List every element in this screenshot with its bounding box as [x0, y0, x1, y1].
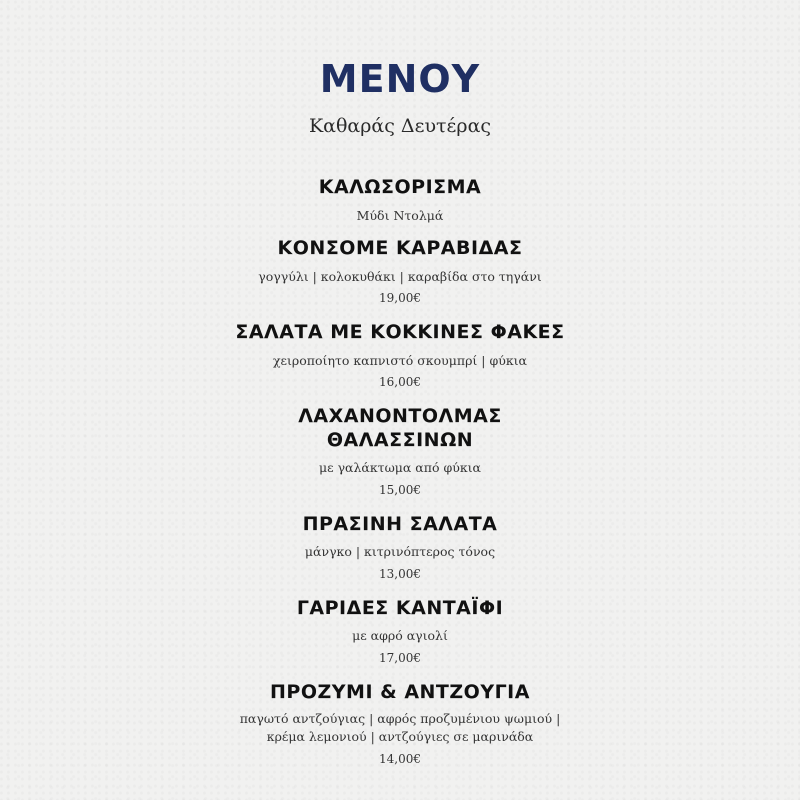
item-desc-sourdough-anchovy-line1: παγωτό αντζούγιας | αφρός προζυμένιου ψωμιού |	[239, 711, 561, 726]
item-name-lentil-salad: ΣΑΛΑΤΑ ΜΕ ΚΟΚΚΙΝΕΣ ΦΑΚΕΣ	[235, 321, 565, 343]
item-name-green-salad: ΠΡΑΣΙΝΗ ΣΑΛΑΤΑ	[302, 513, 498, 535]
item-desc-green-salad: μάνγκο | κιτρινόπτερος τόνος	[304, 544, 496, 559]
item-price-sourdough-anchovy: 14,00€	[379, 752, 421, 766]
item-price-consomme: 19,00€	[379, 291, 421, 305]
item-price-cabbage-rolls: 15,00€	[379, 483, 421, 497]
item-desc-welcome: Μύδι Ντολμά	[356, 208, 444, 223]
menu-title: ΜΕΝΟΥ	[319, 57, 481, 101]
menu-subtitle: Καθαράς Δευτέρας	[308, 115, 492, 137]
item-desc-cabbage-rolls: με γαλάκτωμα από φύκια	[319, 460, 481, 475]
item-desc-shrimp-kataifi: με αφρό αγιολί	[352, 628, 448, 643]
item-price-lentil-salad: 16,00€	[379, 375, 421, 389]
item-name-welcome: ΚΑΛΩΣΟΡΙΣΜΑ	[318, 176, 482, 198]
item-name-sourdough-anchovy: ΠΡΟΖΥΜΙ & ΑΝΤΖΟΥΓΙΑ	[270, 681, 530, 703]
item-name-cabbage-rolls-line1: ΛΑΧΑΝΟΝΤΟΛΜΑΣ	[298, 405, 502, 427]
item-name-shrimp-kataifi: ΓΑΡΙΔΕΣ ΚΑΝΤΑΪΦΙ	[296, 597, 504, 619]
item-desc-lentil-salad: χειροποίητο καπνιστό σκουμπρί | φύκια	[272, 353, 527, 368]
item-price-shrimp-kataifi: 17,00€	[379, 651, 421, 665]
item-name-cabbage-rolls-line2: ΘΑΛΑΣΣΙΝΩΝ	[326, 429, 474, 451]
item-price-green-salad: 13,00€	[379, 567, 421, 581]
item-name-consomme: ΚΟΝΣΟΜΕ ΚΑΡΑΒΙΔΑΣ	[277, 237, 523, 259]
item-desc-sourdough-anchovy-line2: κρέμα λεμονιού | αντζούγιες σε μαρινάδα	[266, 729, 534, 744]
item-desc-consomme: γογγύλι | κολοκυθάκι | καραβίδα στο τηγάνι	[258, 269, 542, 284]
